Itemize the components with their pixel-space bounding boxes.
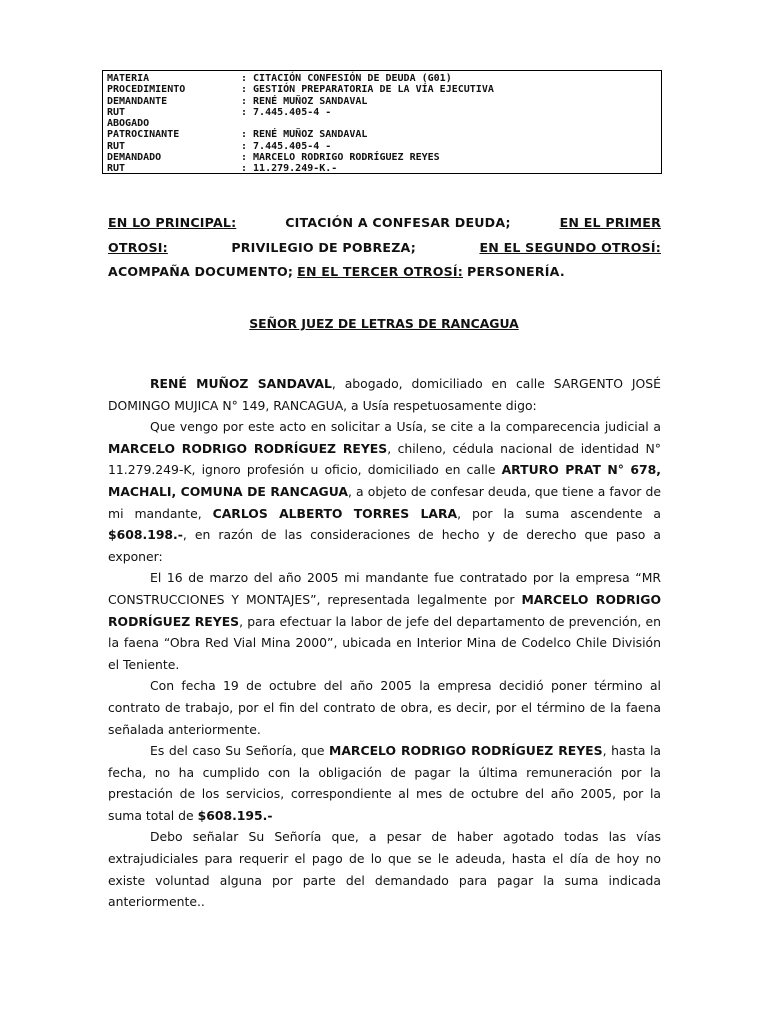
document-body xyxy=(108,373,661,913)
case-header-box xyxy=(102,70,662,174)
sumilla-line xyxy=(108,236,661,261)
paragraph xyxy=(108,416,661,567)
paragraph-text: Es del caso Su Señoría, que xyxy=(150,743,330,759)
header-value: : GESTIÓN PREPARATORIA DE LA VÍA EJECUTIVA xyxy=(241,84,494,96)
sumilla xyxy=(108,211,661,285)
header-value: : RENÉ MUÑOZ SANDAVAL xyxy=(241,95,368,107)
sumilla-heading: EN EL TERCER OTROSÍ: xyxy=(297,264,464,279)
header-label: DEMANDADO xyxy=(107,152,162,164)
header-row-demandante xyxy=(107,96,661,107)
header-value: : 7.445.405-4 - xyxy=(241,140,332,152)
sumilla-text: CITACIÓN A CONFESAR DEUDA; xyxy=(285,215,511,230)
bold-text: $608.198.- xyxy=(108,527,183,543)
sumilla-heading: EN EL SEGUNDO OTROSÍ: xyxy=(479,239,661,255)
header-label: DEMANDANTE xyxy=(107,95,168,107)
header-value: : RENÉ MUÑOZ SANDAVAL xyxy=(241,129,368,141)
sumilla-text: PERSONERÍA. xyxy=(467,264,565,279)
header-label: RUT xyxy=(107,163,126,175)
bold-text: $608.195.- xyxy=(197,807,273,823)
header-row-demandado xyxy=(107,152,661,163)
bold-text: MARCELO RODRIGO RODRÍGUEZ REYES xyxy=(108,591,661,629)
paragraph xyxy=(108,740,661,826)
header-row-patrocinante xyxy=(107,129,661,140)
header-label: PROCEDIMIENTO xyxy=(107,84,186,96)
header-row-rut xyxy=(107,107,661,118)
header-value xyxy=(241,118,661,129)
sumilla-line xyxy=(108,260,661,285)
bold-text: CARLOS ALBERTO TORRES LARA xyxy=(212,505,458,521)
paragraph-text: , a objeto de confesar deuda, que tiene a favor de mi mandante, xyxy=(108,483,661,521)
paragraph xyxy=(108,567,661,675)
sumilla-heading: EN LO PRINCIPAL: xyxy=(108,215,237,230)
sumilla-line xyxy=(108,211,661,236)
court-addressee: SEÑOR JUEZ DE LETRAS DE RANCAGUA xyxy=(249,316,519,331)
bold-text: RENÉ MUÑOZ SANDAVAL xyxy=(150,376,332,391)
header-value: : 7.445.405-4 - xyxy=(241,106,332,118)
paragraph-text: , hasta la fecha, no ha cumplido con la obligación de pagar la última remuneración por la prestación de los servicios, correspondiente al mes de octubre del año 2005, por la suma total de xyxy=(108,743,662,823)
header-row-rut xyxy=(107,163,661,174)
header-row-abogado xyxy=(107,118,661,129)
paragraph-text: , en razón de las consideraciones de hecho y de derecho que paso a exponer: xyxy=(108,527,661,564)
paragraph-text: , chileno, cédula nacional de identidad N° 11.279.249-K, ignoro profesión u oficio, domiciliado en calle xyxy=(108,440,661,478)
header-value: : MARCELO RODRIGO RODRÍGUEZ REYES xyxy=(241,152,440,164)
paragraph-text: , abogado, domiciliado en calle SARGENTO JOSÉ DOMINGO MUJICA N° 149, RANCAGUA, a Usía respetuosamente digo: xyxy=(108,376,661,413)
sumilla-text: PRIVILEGIO DE POBREZA; xyxy=(231,239,416,255)
bold-text: ARTURO PRAT N° 678, MACHALI, COMUNA DE RANCAGUA xyxy=(108,462,661,499)
paragraph xyxy=(108,675,661,740)
header-row-materia xyxy=(107,73,661,84)
sumilla-text: ACOMPAÑA DOCUMENTO; xyxy=(108,264,294,279)
paragraph-text: Con fecha 19 de octubre del año 2005 la empresa decidió poner término al contrato de trabajo, por el fin del contrato de obra, es decir, por el término de la faena señalada anteriormente. xyxy=(108,678,661,737)
paragraph xyxy=(108,826,661,912)
sumilla-heading: EN EL PRIMER xyxy=(559,215,661,230)
header-row-rut xyxy=(107,141,661,152)
paragraph-text: , por la suma ascendente a xyxy=(457,505,661,521)
header-value: : CITACIÓN CONFESIÓN DE DEUDA (G01) xyxy=(241,73,452,84)
header-label: MATERIA xyxy=(107,73,150,84)
header-value: : 11.279.249-K.- xyxy=(241,163,338,175)
header-row-procedimiento xyxy=(107,84,661,95)
paragraph-text: Que vengo por este acto en solicitar a Usía, se cite a la comparecencia judicial a xyxy=(150,419,661,435)
bold-text: MARCELO RODRIGO RODRÍGUEZ REYES xyxy=(329,743,603,759)
paragraph-text: , para efectuar la labor de jefe del departamento de prevención, en la faena “Obra Red Vial Mina 2000”, ubicada en Interior Mina de Codelco Chile División el Teniente. xyxy=(108,613,661,672)
sumilla-heading: OTROSI: xyxy=(108,239,168,255)
paragraph xyxy=(108,373,661,416)
header-label: ABOGADO xyxy=(107,118,150,130)
bold-text: MARCELO RODRIGO RODRÍGUEZ REYES xyxy=(108,440,388,456)
header-label: RUT xyxy=(107,106,126,118)
paragraph-text: El 16 de marzo del año 2005 mi mandante fue contratado por la empresa “MR CONSTRUCCIONES Y MONTAJES”, representada legalmente por xyxy=(108,570,661,607)
header-label: RUT xyxy=(107,140,126,152)
paragraph-text: Debo señalar Su Señoría que, a pesar de haber agotado todas las vías extrajudiciales para requerir el pago de lo que se le adeuda, hasta el día de hoy no existe voluntad alguna por parte del demandado para pagar la suma indicada anteriormente.. xyxy=(108,829,661,910)
header-label: PATROCINANTE xyxy=(107,129,180,141)
